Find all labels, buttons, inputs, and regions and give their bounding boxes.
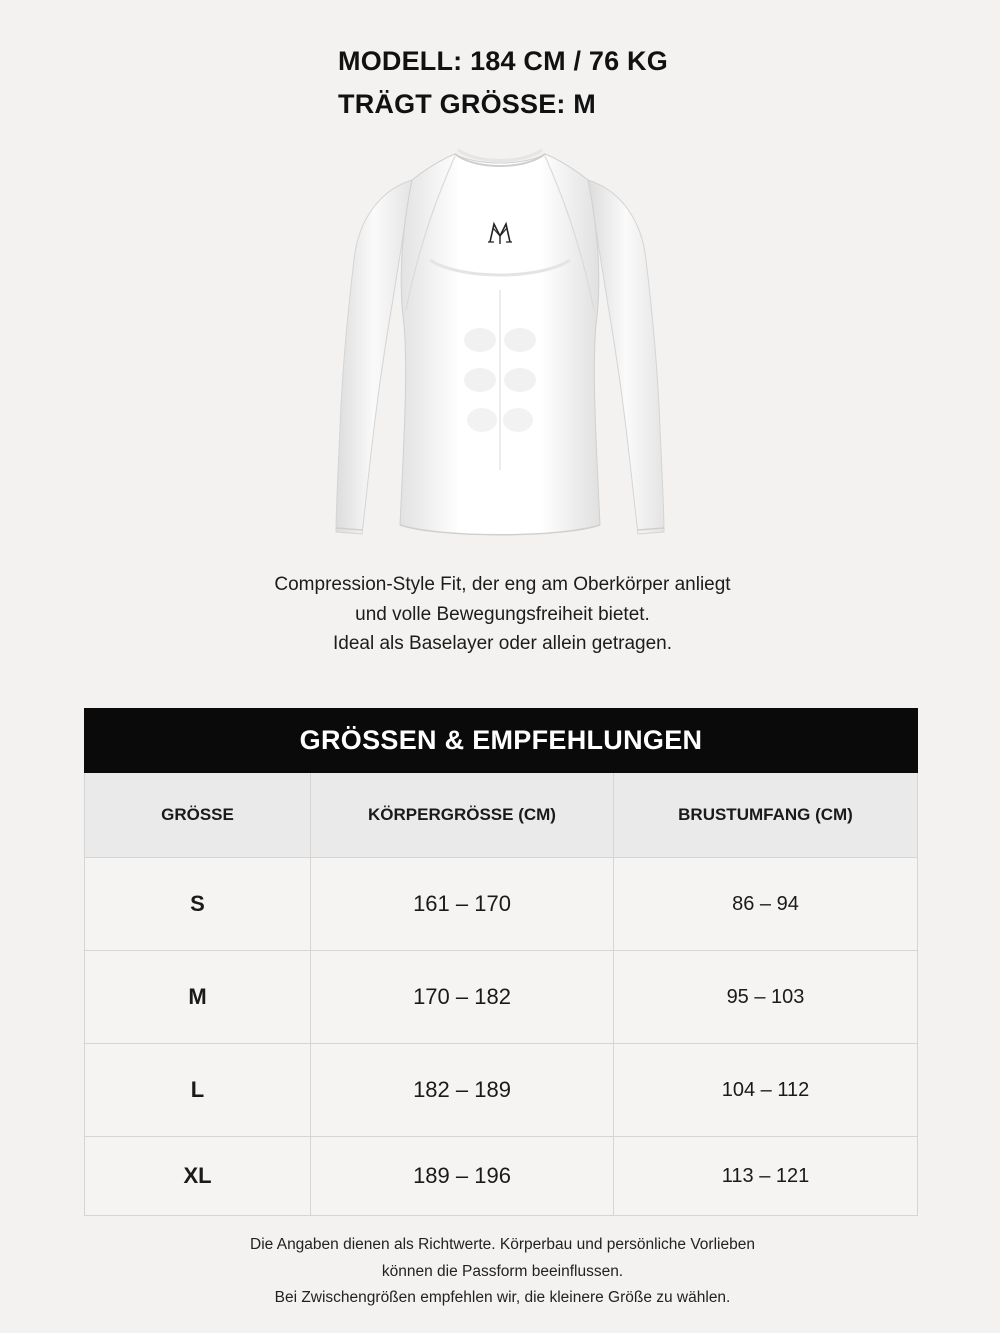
model-info — [338, 40, 668, 126]
height-cell: 161 – 170 — [311, 858, 614, 951]
size-cell: S — [85, 858, 311, 951]
header-chest: BRUSTUMFANG (CM) — [614, 773, 918, 858]
table-row — [85, 1044, 918, 1137]
description-line-1: Compression-Style Fit, der eng am Oberkörper anliegt — [274, 574, 731, 595]
table-title: GRÖSSEN & EMPFEHLUNGEN — [85, 709, 918, 773]
description-line-3: Ideal als Baselayer oder allein getragen. — [332, 633, 673, 654]
fit-note — [0, 1232, 1000, 1312]
size-cell: L — [85, 1044, 311, 1137]
description-line-2: und volle Bewegungsfreiheit bietet. — [355, 603, 650, 625]
note-line-1: Die Angaben dienen als Richtwerte. Körperbau und persönliche Vorlieben — [250, 1236, 755, 1253]
size-cell: XL — [85, 1137, 311, 1216]
table-row — [85, 951, 918, 1044]
note-line-2: können die Passform beeinflussen. — [381, 1262, 624, 1280]
model-wears-size: TRÄGT GRÖSSE: M — [338, 89, 596, 119]
height-cell: 189 – 196 — [311, 1137, 614, 1216]
header-body-height: KÖRPERGRÖSSE (CM) — [311, 773, 614, 858]
note-line-3: Bei Zwischengrößen empfehlen wir, die kleinere Größe zu wählen. — [274, 1289, 731, 1306]
chest-cell: 86 – 94 — [614, 858, 918, 951]
product-image — [320, 140, 680, 545]
chest-cell: 95 – 103 — [614, 951, 918, 1044]
table-title-row — [85, 709, 918, 773]
table-row — [85, 858, 918, 951]
size-chart-table — [84, 708, 918, 1216]
chest-cell: 104 – 112 — [614, 1044, 918, 1137]
header-size: GRÖSSE — [85, 773, 311, 858]
chest-cell: 113 – 121 — [614, 1137, 918, 1216]
height-cell: 182 – 189 — [311, 1044, 614, 1137]
table-header-row — [85, 773, 918, 858]
table-row — [85, 1137, 918, 1216]
model-measurements: MODELL: 184 CM / 76 KG — [338, 46, 668, 76]
product-description — [0, 570, 1000, 659]
shirt-illustration — [320, 140, 680, 545]
size-cell: M — [85, 951, 311, 1044]
height-cell: 170 – 182 — [311, 951, 614, 1044]
